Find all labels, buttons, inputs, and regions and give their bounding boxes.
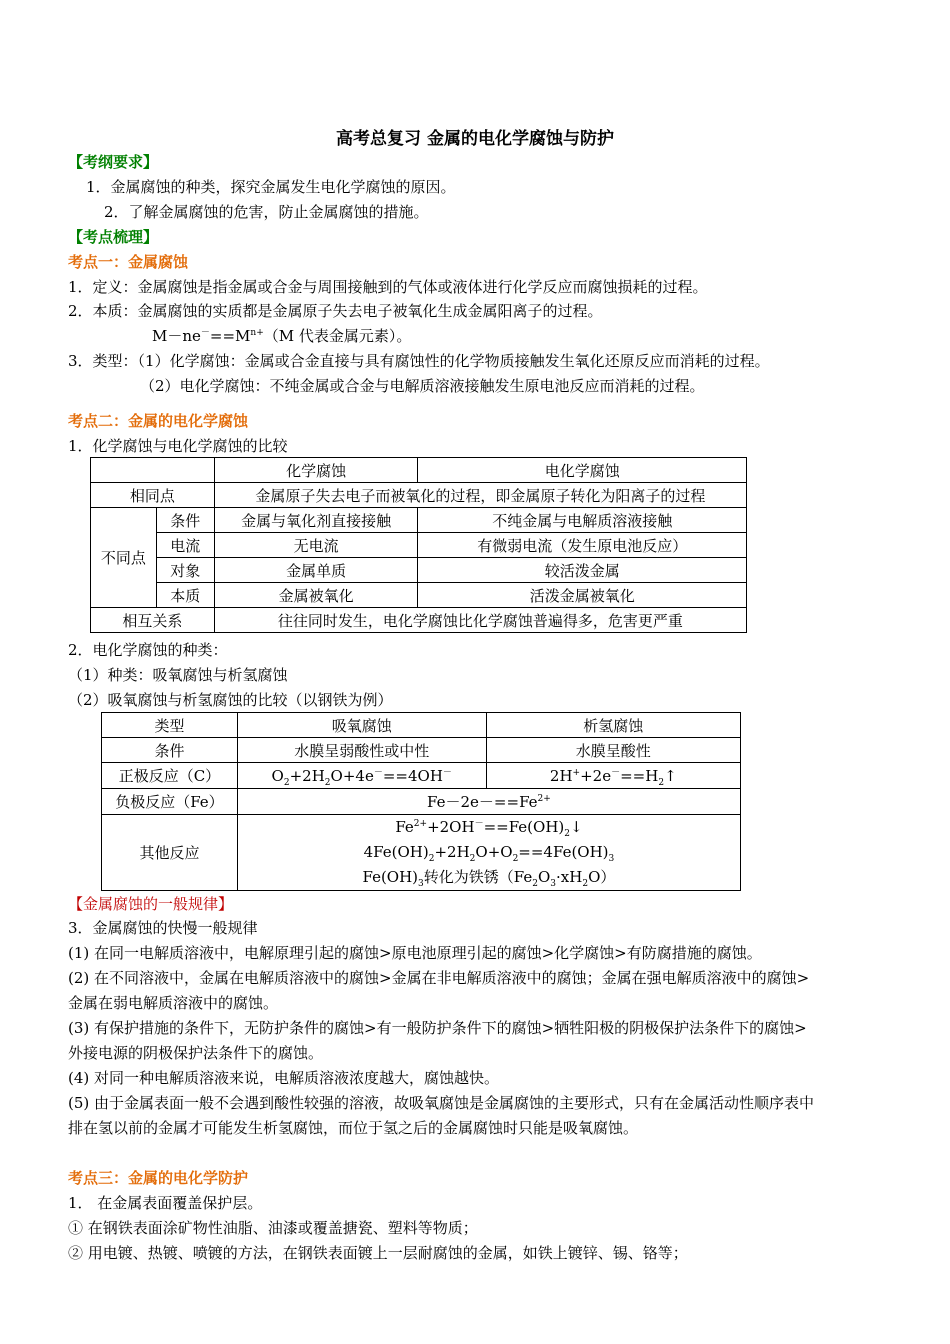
other-reactions [237,815,740,891]
syllabus-heading: 【考纲要求】 [68,153,159,171]
definition-text: 1．定义：金属腐蚀是指金属或合金与周围接触到的气体或液体进行化学反应而腐蚀损耗的过程。 [68,278,708,296]
positive-electrode-label: 正极反应（C） [102,763,238,789]
positive-reaction-hydrogen: $2H^++2e^-==H_2↑$ [486,763,740,789]
rule-1: (1) 在同一电解质溶液中，电解原理引起的腐蚀>原电池原理引起的腐蚀>化学腐蚀>有防腐措施的腐蚀。 [68,944,762,962]
protection-1: 1． 在金属表面覆盖保护层。 [68,1194,263,1212]
diff-point-label: 不同点 [91,508,157,608]
row-label: 电流 [156,533,214,558]
ionization-formula: $M-ne^-==M^{n+}(M$ 代表金属元素）。 [152,327,412,345]
syllabus-item-1: 1．金属腐蚀的种类，探究金属发生电化学腐蚀的原因。 [86,178,456,196]
condition-hydrogen: 水膜呈酸性 [486,738,740,763]
table-row [102,789,741,815]
cell-electro: 有微弱电流（发生原电池反应） [418,533,747,558]
condition-label: 条件 [102,738,238,763]
header-chemical-corrosion: 化学腐蚀 [214,458,418,483]
rules-heading: 【金属腐蚀的一般规律】 [68,895,234,913]
cell-chem: 金属单质 [214,558,418,583]
cell-electro: 较活泼金属 [418,558,747,583]
protection-2: ① 在钢铁表面涂矿物性油脂、油漆或覆盖搪瓷、塑料等物质； [68,1219,478,1237]
reaction-fe-oh2: $Fe^{2+}+2OH^-==Fe(OH)_2↓$ [395,818,583,839]
header-electro-corrosion: 电化学腐蚀 [418,458,747,483]
negative-electrode-label: 负极反应（Fe） [102,789,238,815]
table-row [102,815,741,891]
reaction-rust: $Fe(OH)_3$转化为铁锈$(Fe_2O_3\cdot xH_2O)$ [362,868,616,889]
syllabus-item-2: 2．了解金属腐蚀的危害，防止金属腐蚀的措施。 [104,203,429,221]
essence-text: 2．本质：金属腐蚀的实质都是金属原子失去电子被氧化生成金属阳离子的过程。 [68,302,603,320]
compare-heading: 1．化学腐蚀与电化学腐蚀的比较 [68,437,288,455]
negative-reaction: $Fe-2e-==Fe^{2+}$ [237,789,740,815]
point2-heading: 考点二：金属的电化学腐蚀 [68,412,249,430]
table-row [91,558,747,583]
cell-electro: 不纯金属与电解质溶液接触 [418,508,747,533]
table-row [91,583,747,608]
table-row [91,483,747,508]
point1-heading: 考点一：金属腐蚀 [68,253,189,271]
header-oxygen-corrosion: 吸氧腐蚀 [237,713,486,738]
positive-reaction-oxygen: $O_2+2H_2O+4e^-==4OH^-$ [237,763,486,789]
header-hydrogen-corrosion: 析氢腐蚀 [486,713,740,738]
cell-electro: 活泼金属被氧化 [418,583,747,608]
protection-3: ② 用电镀、热镀、喷镀的方法，在钢铁表面镀上一层耐腐蚀的金属，如铁上镀锌、锡、铬等； [68,1244,688,1262]
rule-3b: 外接电源的阴极保护法条件下的腐蚀。 [68,1044,324,1062]
rule-2b: 金属在弱电解质溶液中的腐蚀。 [68,994,279,1012]
rule-3a: (3) 有保护措施的条件下，无防护条件的腐蚀>有一般防护条件下的腐蚀>牺牲阳极的阴极保护法条件下的腐蚀> [68,1019,807,1037]
table-row [102,763,741,789]
table-row [102,738,741,763]
review-heading: 【考点梳理】 [68,228,159,246]
table-row [91,508,747,533]
reaction-fe-oh3: $4Fe(OH)_2+2H_2O+O_2==4Fe(OH)_3$ [363,843,615,864]
cell-chem: 金属与氧化剂直接接触 [214,508,418,533]
rule-5a: (5) 由于金属表面一般不会遇到酸性较强的溶液，故吸氧腐蚀是金属腐蚀的主要形式，只有在金属活动性顺序表中 [68,1094,815,1112]
row-label: 本质 [156,583,214,608]
rules-intro: 3．金属腐蚀的快慢一般规律 [68,919,258,937]
cell-chem: 金属被氧化 [214,583,418,608]
type-electro-text: （2）电化学腐蚀：不纯金属或合金与电解质溶液接触发生原电池反应而消耗的过程。 [140,377,705,395]
relation-text: 往往同时发生，电化学腐蚀比化学腐蚀普遍得多，危害更严重 [214,608,746,633]
same-point-label: 相同点 [91,483,215,508]
comparison-table-1 [90,457,747,633]
table-row [91,458,747,483]
table-row [91,608,747,633]
kinds-text-1: （1）种类：吸氧腐蚀与析氢腐蚀 [68,666,288,684]
other-reaction-label: 其他反应 [102,815,238,891]
rule-4: (4) 对同一种电解质溶液来说，电解质溶液浓度越大，腐蚀越快。 [68,1069,500,1087]
point3-heading: 考点三：金属的电化学防护 [68,1169,249,1187]
rule-2a: (2) 在不同溶液中，金属在电解质溶液中的腐蚀>金属在非电解质溶液中的腐蚀；金属在强电解质溶液中的腐蚀> [68,969,810,987]
same-point-text: 金属原子失去电子而被氧化的过程，即金属原子转化为阳离子的过程 [214,483,746,508]
rule-5b: 排在氢以前的金属才可能发生析氢腐蚀，而位于氢之后的金属腐蚀时只能是吸氧腐蚀。 [68,1119,639,1137]
relation-label: 相互关系 [91,608,215,633]
page-title: 高考总复习 金属的电化学腐蚀与防护 [336,129,614,149]
condition-oxygen: 水膜呈弱酸性或中性 [237,738,486,763]
table-row [102,713,741,738]
header-type: 类型 [102,713,238,738]
row-label: 对象 [156,558,214,583]
row-label: 条件 [156,508,214,533]
comparison-table-2 [101,712,741,891]
type-chemical-text: 3．类型：（1）化学腐蚀：金属或合金直接与具有腐蚀性的化学物质接触发生氧化还原反应而消耗的过程。 [68,352,770,370]
table-row [91,533,747,558]
kinds-heading: 2．电化学腐蚀的种类： [68,641,228,659]
kinds-text-2: （2）吸氧腐蚀与析氢腐蚀的比较（以钢铁为例） [68,691,393,709]
cell-chem: 无电流 [214,533,418,558]
